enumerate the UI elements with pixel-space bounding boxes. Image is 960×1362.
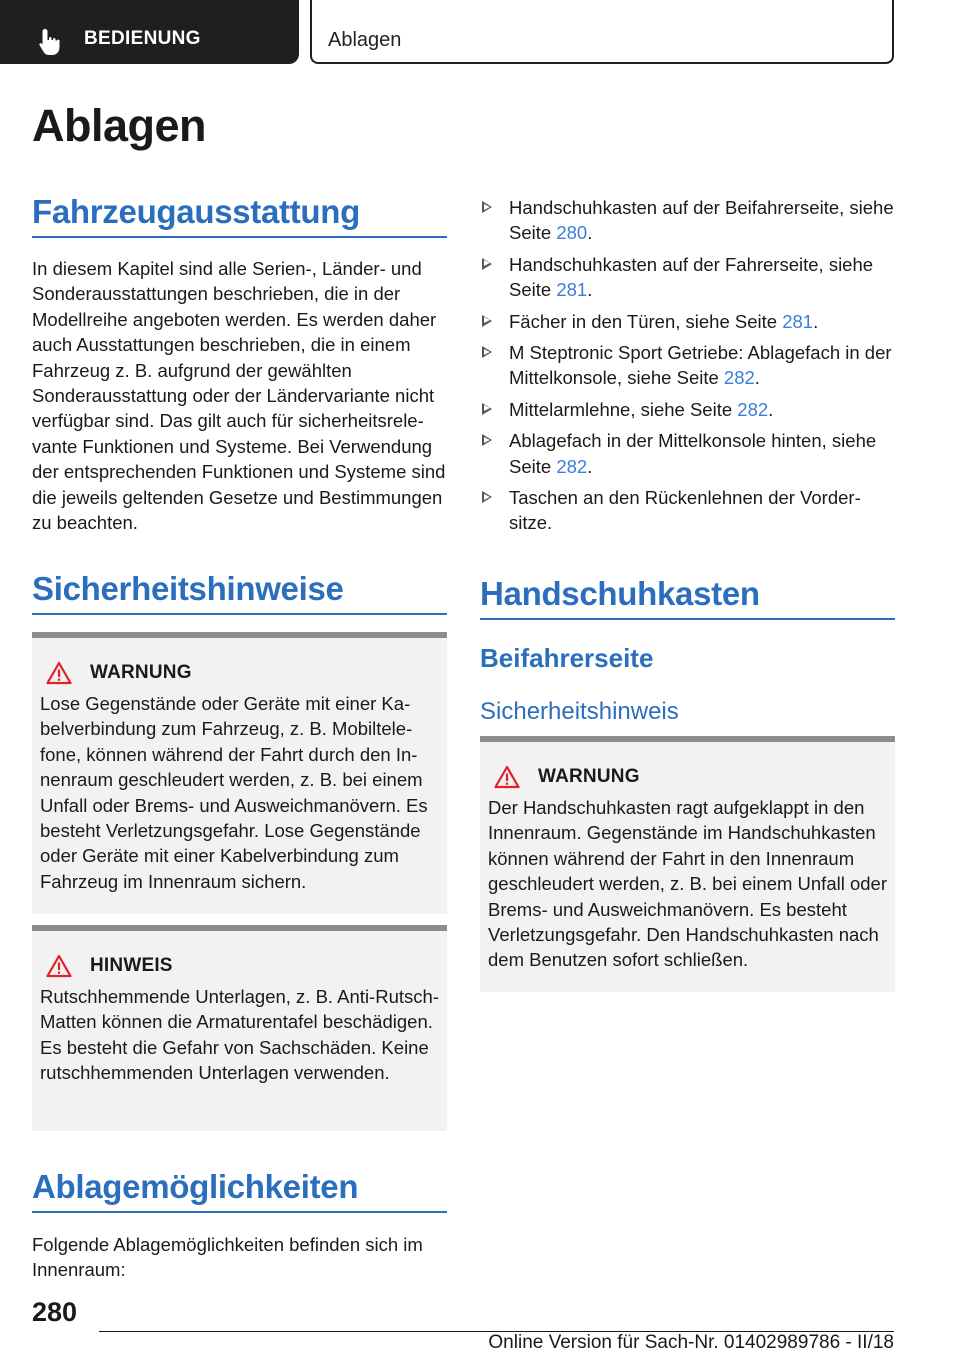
heading-sicherheitshinweis: Sicherheitshinweis xyxy=(480,698,679,725)
page-header xyxy=(0,0,960,66)
warning-triangle-icon xyxy=(494,765,520,789)
storage-list xyxy=(480,195,895,536)
section-tab xyxy=(0,0,299,64)
heading-beifahrerseite: Beifahrerseite xyxy=(480,643,654,673)
warning-text: Der Handschuhkasten ragt aufgeklappt in den Innenraum. Gegenstände im Handschuhkasten können während der Fahrt in den Innenraum geschleudert werden, z. B. bei einem Unfall oder Brems- und Ausweichmanövern. Es besteht Verletzungsgefahr. Den Handschuhkasten nach dem Benutzen sofort schließen. xyxy=(488,797,887,971)
warning-triangle-icon xyxy=(46,954,72,978)
section-label: BEDIENUNG xyxy=(84,28,201,49)
chapter-tab xyxy=(310,0,894,64)
hinweis-label: HINWEIS xyxy=(90,955,173,976)
page-link[interactable]: 281 xyxy=(556,279,588,301)
heading-sicherheitshinweise: Sicherheitshinweise xyxy=(32,570,447,615)
list-item: M Steptronic Sport Getriebe: Ablagefach in der Mittelkonsole, siehe Seite 282. xyxy=(480,340,895,391)
warning-text: Lose Gegenstände oder Geräte mit einer Kabelverbindung zum Fahrzeug, z. B. Mobiltelefone, können während der Fahrt durch den Innenraum geschleudert werden, z. B. bei einem Unfall oder Brems- und Ausweichmanövern. Es besteht Verletzungsgefahr. Lose Gegenstände oder Geräte mit einer Kabelverbindung zum Fahrzeug im Innenraum sichern. xyxy=(40,693,428,892)
chapter-label: Ablagen xyxy=(328,29,402,51)
list-item: Fächer in den Türen, siehe Seite 281. xyxy=(480,309,895,334)
page-link[interactable]: 282 xyxy=(723,367,755,389)
warning-triangle-icon xyxy=(46,661,72,685)
hand-pointer-icon xyxy=(36,27,66,57)
list-item: Mittelarmlehne, siehe Seite 282. xyxy=(480,397,895,422)
page-link[interactable]: 282 xyxy=(556,455,588,477)
page-link[interactable]: 280 xyxy=(556,222,588,244)
heading-handschuhkasten: Handschuhkasten xyxy=(480,575,895,620)
list-item: Taschen an den Rückenlehnen der Vordersitze. xyxy=(480,485,895,536)
list-item: Ablagefach in der Mittelkonsole hinten, siehe Seite 282. xyxy=(480,428,895,479)
warning-box xyxy=(480,736,895,992)
fahrzeugausstattung-text: In diesem Kapitel sind alle Serien-, Länder- und Sonderausstattungen beschrieben, die in der Modellreihe angeboten werden. Es werden daher auch Ausstattungen beschrieben, die in einem Fahrzeug z. B. aufgrund der gewählten Sonderausstattung oder der Ländervariante nicht verfügbar sind. Das gilt auch für sicherheitsrelevante Funktionen und Systeme. Bei Verwendung der entsprechenden Funktionen und Systeme sind die jeweils geltenden Gesetze und Bestimmungen zu beachten. xyxy=(32,258,446,534)
heading-fahrzeugausstattung: Fahrzeugausstattung xyxy=(32,193,447,238)
footer-text: Online Version für Sach-Nr. 01402989786 - II/18 xyxy=(488,1332,894,1353)
page-title: Ablagen xyxy=(32,100,207,151)
page-link[interactable]: 282 xyxy=(737,398,769,420)
page-link[interactable]: 281 xyxy=(782,310,814,332)
list-item: Handschuhkasten auf der Fahrerseite, siehe Seite 281. xyxy=(480,252,895,303)
hinweis-text: Rutschhemmende Unterlagen, z. B. Anti-Rutsch-Matten können die Armaturentafel beschädigen. Es besteht die Gefahr von Sachschäden. Keine rutschhemmenden Unterlagen verwenden. xyxy=(40,986,439,1084)
page-number: 280 xyxy=(32,1297,78,1327)
heading-ablagemoeglichkeiten: Ablagemöglichkeiten xyxy=(32,1168,447,1213)
warning-label: WARNUNG xyxy=(90,662,192,683)
warning-label: WARNUNG xyxy=(538,766,640,787)
ablagemoeglichkeiten-text: Folgende Ablagemöglichkeiten befinden sich im Innenraum: xyxy=(32,1234,423,1281)
hinweis-box xyxy=(32,925,447,1131)
list-item: Handschuhkasten auf der Beifahrerseite, siehe Seite 280. xyxy=(480,195,895,246)
warning-box xyxy=(32,632,447,914)
